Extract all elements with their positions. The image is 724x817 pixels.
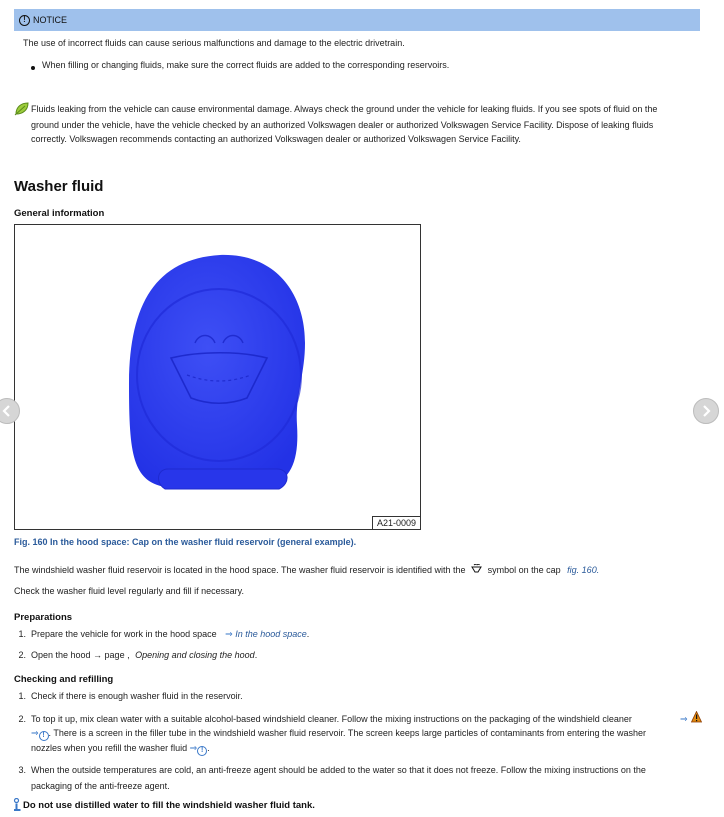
figure-washer-cap xyxy=(14,224,421,530)
checking-item-3-line2: packaging of the anti-freeze agent. xyxy=(31,781,170,791)
list-text: Open the hood → page , xyxy=(31,650,130,660)
preparations-title: Preparations xyxy=(14,612,73,623)
checking-item-2-line3 xyxy=(31,741,210,756)
tip-text: Do not use distilled water to fill the windshield washer fluid tank. xyxy=(23,800,315,811)
arrow-ref-icon: ⇒ xyxy=(31,728,39,738)
list-number: 1. xyxy=(18,691,26,701)
notice-header xyxy=(14,9,700,31)
body-paragraph-2: Check the washer fluid level regularly and fill if necessary. xyxy=(14,586,244,596)
chevron-left-icon xyxy=(2,405,12,417)
checking-item-1 xyxy=(14,689,243,704)
list-text: Prepare the vehicle for work in the hood space xyxy=(31,629,217,639)
list-text-line3: nozzles when you refill the washer fluid xyxy=(31,743,188,753)
notice-label: NOTICE xyxy=(33,15,68,25)
section-subtitle: General information xyxy=(14,208,105,219)
env-note-line3: correctly. Volkswagen recommends contacting an authorized Volkswagen dealer or authorized Volkswagen Service Facility. xyxy=(31,134,521,144)
list-number: 1. xyxy=(18,629,26,639)
arrow-ref-icon: ⇒ xyxy=(225,629,233,639)
env-note-line1: Fluids leaking from the vehicle can cause environmental damage. Always check the ground under the vehicle for leaking fluids. If you see spots of fluid on the xyxy=(31,104,658,114)
bullet-dot xyxy=(31,66,35,70)
exclamation-circle-icon: ! xyxy=(19,15,30,26)
notice-text: The use of incorrect fluids can cause serious malfunctions and damage to the electric drivetrain. xyxy=(23,38,405,48)
checking-item-3 xyxy=(14,763,714,778)
body-paragraph-1 xyxy=(14,563,599,578)
opening-closing-hood-link[interactable]: Opening and closing the hood xyxy=(135,650,255,660)
list-number: 2. xyxy=(18,714,26,724)
list-text-line2: . There is a screen in the filler tube in the windshield washer fluid reservoir. The screen keeps large particles of contaminants from entering the washer xyxy=(48,728,647,738)
list-end: . xyxy=(207,743,210,753)
info-pointer-icon xyxy=(13,798,22,812)
checking-title: Checking and refilling xyxy=(14,674,114,685)
list-end: . xyxy=(254,650,258,660)
para1-text-b: symbol on the cap xyxy=(487,565,561,575)
list-number: 3. xyxy=(18,765,26,775)
warning-triangle-icon[interactable] xyxy=(691,711,702,723)
list-text: Check if there is enough washer fluid in the reservoir. xyxy=(31,691,243,701)
chevron-right-icon xyxy=(701,405,711,417)
checking-item-2 xyxy=(14,712,714,727)
next-page-button[interactable] xyxy=(693,398,719,424)
preparations-item-1 xyxy=(14,627,714,642)
in-the-hood-space-link[interactable]: In the hood space xyxy=(235,629,307,639)
section-title: Washer fluid xyxy=(14,178,104,195)
washer-symbol-icon xyxy=(471,564,482,574)
list-end: . xyxy=(306,629,310,639)
washer-cap-image xyxy=(15,225,420,529)
figure-code: A21-0009 xyxy=(372,516,420,529)
list-text-line1: To top it up, mix clean water with a suitable alcohol-based windshield cleaner. Follow the mixing instructions on the packaging of the windshield cleaner xyxy=(31,714,632,724)
arrow-ref-icon: ⇒ xyxy=(189,743,198,753)
checking-item-2-line2 xyxy=(31,726,721,741)
env-note-line2: ground under the vehicle, have the vehicle checked by an authorized Volkswagen dealer or authorized Volkswagen Service Facility. Dispose of leaking fluids xyxy=(31,120,654,130)
notice-ref-icon[interactable]: ! xyxy=(197,746,207,756)
preparations-item-2 xyxy=(14,648,714,663)
figure-caption: Fig. 160 In the hood space: Cap on the washer fluid reservoir (general example). xyxy=(14,537,357,547)
notice-ref-icon[interactable]: ! xyxy=(39,731,49,741)
list-text-line1: When the outside temperatures are cold, an anti-freeze agent should be added to the water so that it does not freeze. Follow the mixing instructions on the xyxy=(31,765,646,775)
para1-text: The windshield washer fluid reservoir is located in the hood space. The washer fluid reservoir is identified with the xyxy=(14,565,466,575)
leaf-icon xyxy=(14,102,29,116)
list-number: 2. xyxy=(18,650,26,660)
arrow-ref-icon: ⇒ xyxy=(680,714,688,724)
notice-bullet: When filling or changing fluids, make sure the correct fluids are added to the corresponding reservoirs. xyxy=(42,60,450,70)
fig-160-link[interactable]: fig. 160. xyxy=(567,565,600,575)
